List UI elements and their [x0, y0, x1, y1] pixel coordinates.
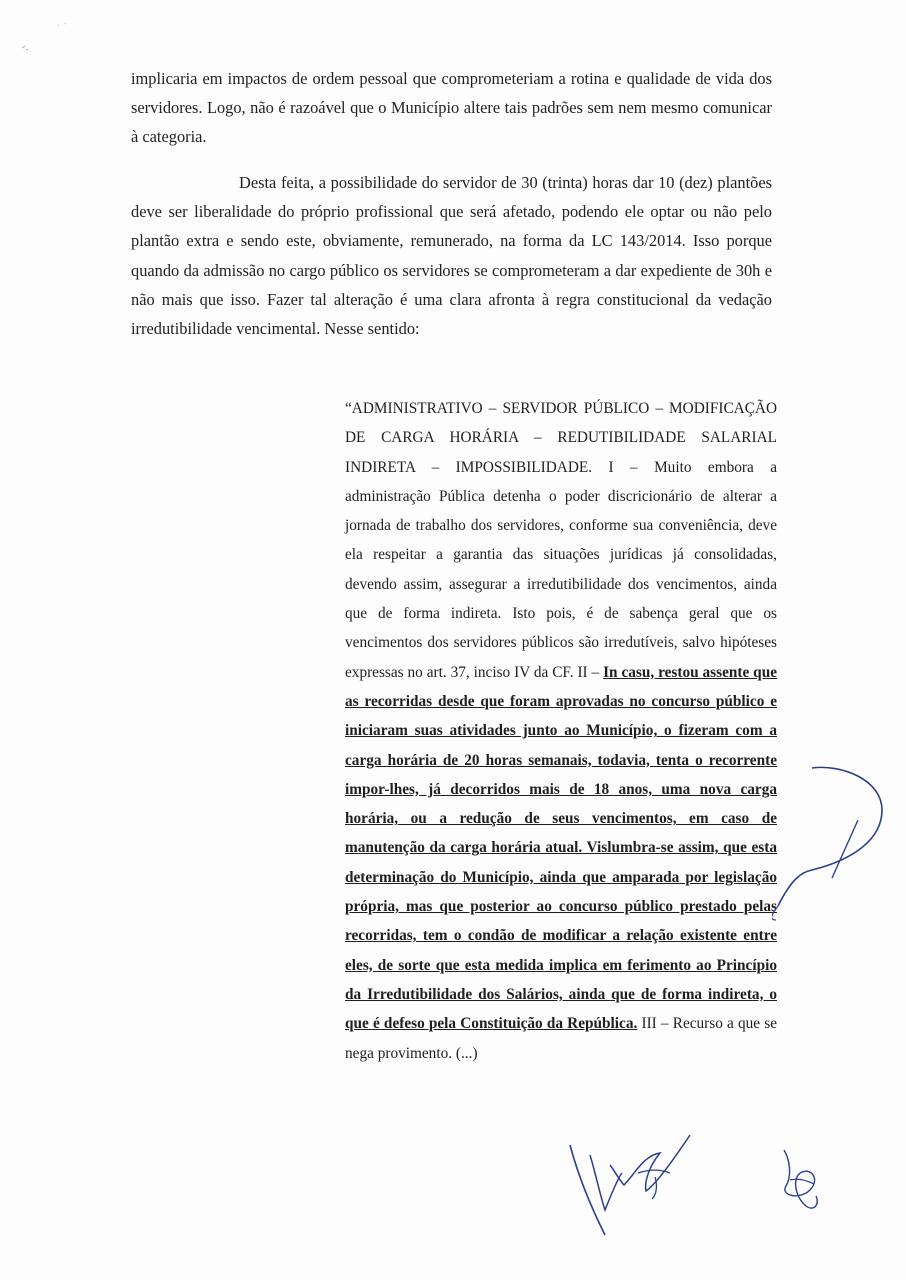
- quote-highlight: In casu, restou assente que as recorridas desde que foram aprovadas no concurso público e iniciaram suas atividades junto ao Município, o fizeram com a carga horária de 20 horas semanais, todavia, tenta o recorrente impor-lhes, já decorridos mais de 18 anos, uma nova carga horária, ou a redução de seus vencimentos, em caso de manutenção da carga horária atual. Vislumbra-se assim, que esta determinação do Município, ainda que amparada por legislação própria, mas que posterior ao concurso público prestado pelas recorridas, tem o condão de modificar a relação existente entre eles, de sorte que esta medida implica em ferimento ao Princípio da Irredutibilidade dos Salários, ainda que de forma indireta, o que é defeso pela Constituição da República.: [345, 663, 777, 1033]
- signature-2: [770, 1140, 840, 1220]
- margin-initial-signature: [772, 760, 892, 930]
- signature-1: [560, 1125, 700, 1245]
- block-quote: [345, 394, 777, 1068]
- scan-mark: [18, 20, 68, 60]
- quote-text: “ADMINISTRATIVO – SERVIDOR PÚBLICO – MODIFICAÇÃO DE CARGA HORÁRIA – REDUTIBILIDADE SALARIAL INDIRETA – IMPOSSIBILIDADE. I – Muito embora a administração Pública detenha o poder discricionário de alterar a jornada de trabalho dos servidores, conforme sua conveniência, deve ela respeitar a garantia das situações jurídicas já consolidadas, devendo assim, assegurar a irredutibilidade dos vencimentos, ainda que de forma indireta. Isto pois, é de sabença geral que os vencimentos dos servidores públicos são irredutíveis, salvo hipóteses expressas no art. 37, inciso IV da CF. II –: [345, 400, 777, 681]
- paragraph-1: implicaria em impactos de ordem pessoal que comprometeriam a rotina e qualidade de vida dos servidores. Logo, não é razoável que o Município altere tais padrões sem nem mesmo comunicar à categoria.: [131, 69, 772, 147]
- paragraph-2: Desta feita, a possibilidade do servidor de 30 (trinta) horas dar 10 (dez) plantões deve ser liberalidade do próprio profissional que será afetado, podendo ele optar ou não pelo plantão extra e sendo este, obviamente, remunerado, na forma da LC 143/2014. Isso porque quando da admissão no cargo público os servidores se comprometeram a dar expediente de 30h e não mais que isso. Fazer tal alteração é uma clara afronta à regra constitucional da vedação irredutibilidade vencimental. Nesse sentido:: [131, 173, 772, 339]
- quote-ending: III – Recurso a que se nega provimento. (...): [345, 1015, 778, 1062]
